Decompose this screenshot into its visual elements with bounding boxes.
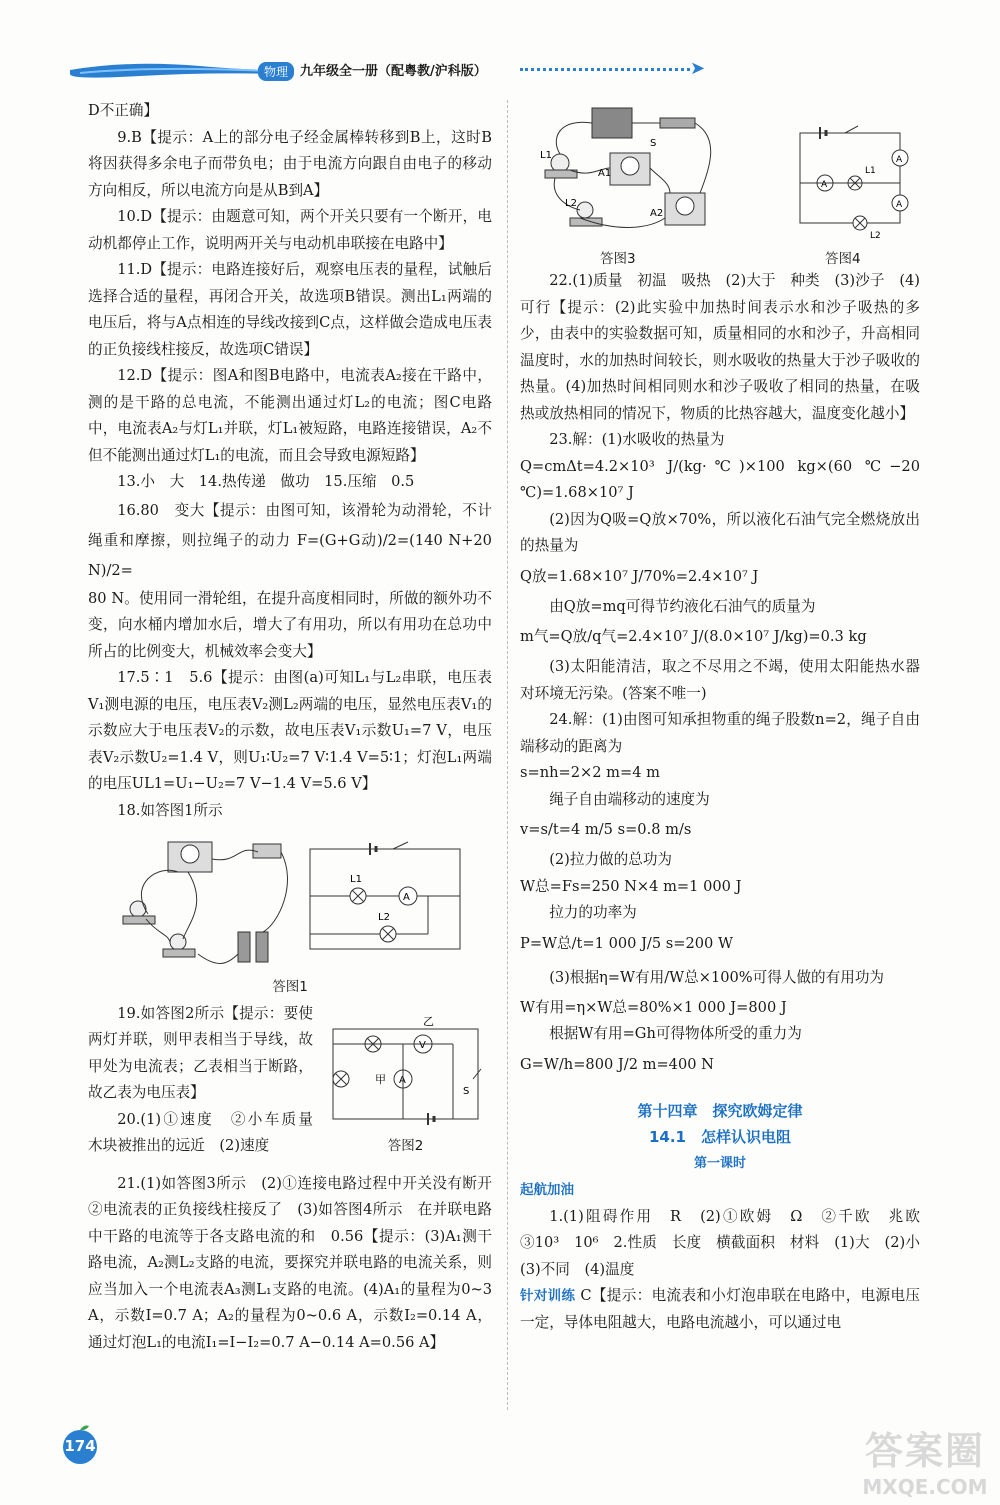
svg-text:L2: L2 [870,231,881,241]
answer-24-text-3: 拉力的功率为 [549,904,637,921]
answer-24-formula-3: W总=Fs=250 N×4 m=1 000 J [520,877,742,895]
answer-13-15: 13.小 大 14.热传递 做功 15.压缩 0.5 [117,473,415,490]
figure-3-caption: 答图3 [600,251,636,267]
figures-3-4 [520,98,920,268]
svg-text:L1: L1 [865,166,876,176]
answer-24-text-4: (3)根据η=W有用/W总×100%可得人做的有用功为 [549,968,885,986]
subject-badge: 物理 [258,62,294,81]
answer-20: 20.(1)①速度 ②小车质量 木块被推出的远近 (2)速度 [88,1110,328,1154]
answer-24-text-2: (2)拉力做的总功为 [549,851,673,868]
svg-text:A: A [896,200,903,210]
answer-16-text: 16.80 变大【提示：由图可知，该滑轮为动滑轮，不计绳重和摩擦，则拉绳子的动力 [88,501,492,549]
svg-text:L1: L1 [540,150,552,161]
circuit-figure-2 [323,1009,488,1129]
answer-24-formula-4: P=W总/t=1 000 J/5 s=200 W [520,934,733,952]
answer-16-cont: 80 N。使用同一滑轮组，在提升高度相同时，所做的额外功不变，向水桶内增加水后，增大了有用功，所以有用功在总功中所占的比例变大，机械效率会变大】 [88,589,492,660]
answer-23-intro: 23.解：(1)水吸收的热量为 [549,431,725,448]
svg-text:L2: L2 [378,912,390,923]
answer-s2-text: C【提示：电流表和小灯泡串联在电路中，电源电压一定，导体电阻越大，电路电流越小，可以通过电 [520,1287,921,1331]
answer-12: 12.D【提示：图A和图B电路中，电流表A₂接在干路中，测的是干路的总电流，不能测出通过灯L₂的电流；图C电路中，电流表A₂与灯L₁并联，灯L₁被短路，电路连接错误，A₂不但不能测出通过灯L₁的电流，而且会导致电源短路】 [88,367,492,464]
answer-24-text-1: 绳子自由端移动的速度为 [549,790,710,808]
answer-19-20-text [88,1001,328,1160]
answer-21: 21.(1)如答图3所示 (2)①连接电路过程中开关没有断开 ②电流表的正负接线柱接反了 (3)如答图4所示 在并联电路中干路的电流等于各支路电流的和 0.56【提示：(3)A₁测干路电流，A₂测L₂支路的电流，要探究并联电路的电流关系，则应当加入一个电流表A₃测L₁支路的电流。(4)A₁的量程为0~3 A，示数I=0.7 A；A₂的量程为0~0.6 A，示数I₂=0.14 A，通过灯泡L₁的电流I₁=I−I₂=0.7 A−0.14 A=0.56 A】 [88,1174,507,1351]
chapter-title: 第十四章 探究欧姆定律 [637,1101,803,1120]
svg-text:A: A [821,180,828,190]
answer-11: 11.D【提示：电路连接好后，观察电压表的量程，试触后选择合适的量程，再闭合开关，故选项B错误。测出L₁两端的电压后，将与A点相连的导线改接到C点，这样做会造成电压表的正负接线柱接反，故选项C错误】 [88,261,492,358]
answer-s1: 1.(1)阻碍作用 R (2)①欧姆 Ω ②千欧 兆欧 ③10³ 10⁶ 2.性质 长度 横截面积 材料 (1)大 (2)小 (3)不同 (4)温度 [520,1207,935,1278]
answer-23-formula-1: Q=cmΔt=4.2×10³ J/(kg·℃)×100 kg×(60 ℃−20 ℃)=1.68×10⁷ J [520,457,920,501]
circuit-figure-1 [88,824,492,974]
answer-22: 22.(1)质量 初温 吸热 (2)大于 种类 (3)沙子 (4)可行【提示：(2)此实验中加热时间表示水和沙子吸热的多少，由表中的实验数据可知，质量相同的水和沙子，升高相同温度时，水的加热时间较长，则水吸收的热量大于沙子吸收的热量。(4)加热时间相同则水和沙子吸收了相同的热量，在吸热或放热相同的情况下，物质的比热容越大，温度变化越小】 [520,272,920,422]
answer-18: 18.如答图1所示 [117,801,223,819]
answer-17: 17.5∶1 5.6【提示：由图(a)可知L₁与L₂串联，电压表V₁测电源的电压，电压表V₂测L₂两端的电压，显然电压表V₁的示数应大于电压表V₂的示数，故电压表V₁示数U₁=7 V，电压表V₂示数U₂=1.4 V，则U₁∶U₂=7 V∶1.4 V=5∶1；灯泡L₁两端的电压UL1=U₁−U₂=7 V−1.4 V=5.6 V】 [88,669,492,792]
figure-1-caption: 答图1 [272,979,308,995]
page-number: 174 [64,1437,96,1455]
section-tag-2: 针对训练 [520,1288,576,1304]
answer-19: 19.如答图2所示【提示：要使两灯并联，则甲表相当于导线，故甲处为电流表；乙表相当于断路，故乙表为电压表】 [88,1004,313,1101]
answer-24-formula-2: v=s/t=4 m/5 s=0.8 m/s [520,821,692,838]
figure-1 [88,824,492,974]
answer-24-text-5: 根据W有用=Gh可得物体所受的重力为 [549,1025,802,1042]
figure-4-caption: 答图4 [825,251,861,267]
svg-text:A: A [896,155,903,165]
svg-text:L2: L2 [565,198,577,209]
svg-text:V: V [419,1039,426,1051]
svg-text:L1: L1 [350,874,362,885]
svg-text:S: S [463,1085,470,1097]
page-header [70,48,706,88]
header-swoosh [70,58,280,80]
answer-s2 [520,1283,920,1336]
answer-23-part2b: 由Q放=mq可得节约液化石油气的质量为 [549,597,816,615]
answer-23-part3: (3)太阳能清洁，取之不尽用之不竭，使用太阳能热水器对环境无污染。(答案不唯一) [520,658,920,702]
answer-9: 9.B【提示：A上的部分电子经金属棒转移到B上，这时B将因获得多余电子而带负电；由于电流方向跟自由电子的移动方向相反，所以电流方向是从B到A】 [88,128,492,199]
answer-24-formula-1: s=nh=2×2 m=4 m [520,764,661,781]
section-title: 14.1 怎样认识电阻 [648,1128,791,1146]
svg-text:乙: 乙 [423,1014,434,1028]
answer-19-20-block [88,1001,492,1171]
watermark-logo: 答案圈 [864,1429,985,1473]
section-tag-1: 起航加油 [520,1182,574,1198]
page-number-badge [58,1422,102,1466]
watermark [860,1420,990,1500]
svg-text:A2: A2 [650,208,664,219]
answer-text: D不正确】 [88,102,159,119]
arrow-icon: ➤ [690,58,706,79]
answer-24-formula-5: W有用=η×W总=80%×1 000 J=800 J [520,998,787,1016]
answer-23-formula-2: Q放=1.68×10⁷ J/70%=2.4×10⁷ J [520,567,759,585]
column-divider [507,100,508,1410]
answer-16-formula: F=(G+G动)/2=(140 N+20 N)/2= [88,531,492,579]
answer-23-part2: (2)因为Q吸=Q放×70%，所以液化石油气完全燃烧放出的热量为 [520,510,920,554]
svg-text:S: S [650,138,657,149]
book-title: 九年级全一册（配粤教/沪科版） [300,64,487,79]
answer-16 [88,496,492,586]
circuit-figure-3-4 [520,98,920,243]
answer-10: 10.D【提示：由题意可知，两个开关只要有一个断开，电动机都停止工作，说明两开关与电动机串联接在电路中】 [88,208,492,252]
answer-24-formula-6: G=W/h=800 J/2 m=400 N [520,1055,714,1073]
answer-23-formula-3: m气=Q放/q气=2.4×10⁷ J/(8.0×10⁷ J/kg)=0.3 kg [520,628,867,645]
svg-text:A1: A1 [598,168,612,179]
answer-24-intro: 24.解：(1)由图可知承担物重的绳子股数n=2，绳子自由端移动的距离为 [520,711,920,755]
watermark-url: MXQE.COM [862,1475,988,1499]
header-dots [520,68,690,71]
right-column [520,98,935,1336]
svg-text:A: A [403,892,410,903]
left-column [88,98,507,1356]
lesson-title: 第一课时 [693,1155,746,1171]
svg-text:甲: 甲 [375,1072,386,1086]
figure-2-caption: 答图2 [387,1137,424,1154]
svg-text:A: A [399,1074,406,1086]
